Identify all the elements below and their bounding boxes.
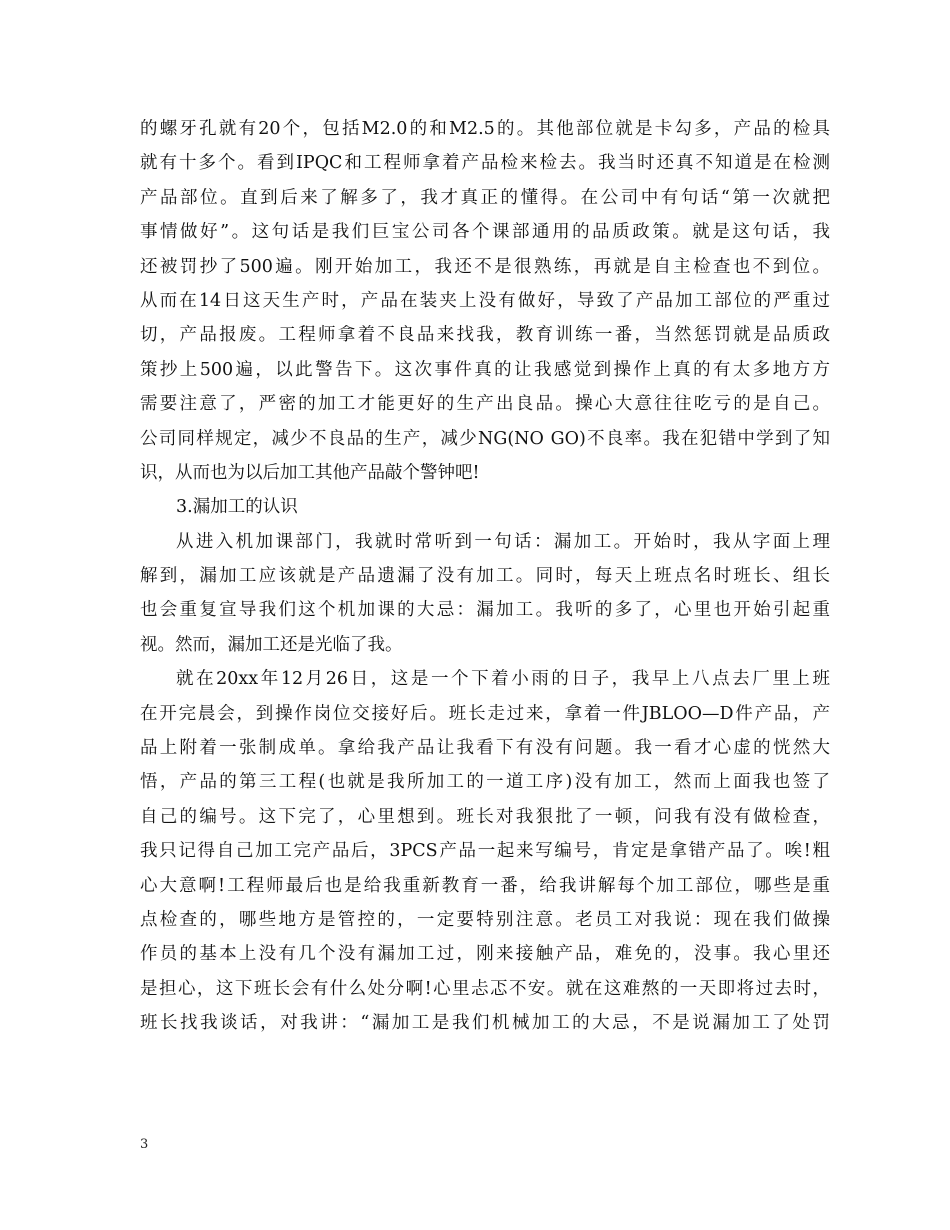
text-line: 自己的编号。这下完了，心里想到。班长对我狠批了一顿，问我有没有做检查， — [140, 806, 830, 827]
text-line: 的螺牙孔就有20个，包括M2.0的和M2.5的。其他部位就是卡勾多，产品的检具 — [140, 119, 830, 139]
text-line: 公司同样规定，减少不良品的生产，减少NG(NO GO)不良率。我在犯错中学到了知 — [140, 428, 830, 449]
text-line: 品上附着一张制成单。拿给我产品让我看下有没有问题。我一看才心虚的恍然大 — [140, 738, 830, 759]
text-line: 视。然而，漏加工还是光临了我。 — [140, 634, 403, 655]
text-line: 识，从而也为以后加工其他产品敲个警钟吧! — [140, 462, 480, 483]
text-line: 从而在14日这天生产时，产品在装夹上没有做好，导致了产品加工部位的严重过 — [140, 290, 830, 311]
body-text — [140, 112, 830, 1041]
text-line: 事情做好”。这句话是我们巨宝公司各个课部通用的品质政策。就是这句话，我 — [140, 222, 830, 243]
text-line: 心大意啊!工程师最后也是给我重新教育一番，给我讲解每个加工部位，哪些是重 — [140, 875, 830, 896]
text-line: 切，产品报废。工程师拿着不良品来找我，教育训练一番，当然惩罚就是品质政 — [140, 325, 830, 346]
text-line: 也会重复宣导我们这个机加课的大忌：漏加工。我听的多了，心里也开始引起重 — [140, 600, 830, 621]
section-heading: 3.漏加工的认识 — [176, 497, 298, 518]
text-line: 点检查的，哪些地方是管控的，一定要特别注意。老员工对我说：现在我们做操 — [140, 909, 830, 930]
text-line: 是担心，这下班长会有什么处分啊!心里忐忑不安。就在这难熬的一天即将过去时， — [140, 978, 830, 999]
text-line: 需要注意了，严密的加工才能更好的生产出良品。操心大意往往吃亏的是自己。 — [140, 394, 830, 415]
text-line: 我只记得自己加工完产品后，3PCS产品一起来写编号，肯定是拿错产品了。唉!粗 — [140, 841, 830, 862]
text-line: 作员的基本上没有几个没有漏加工过，刚来接触产品，难免的，没事。我心里还 — [140, 944, 830, 965]
text-line: 就在20xx年12月26日，这是一个下着小雨的日子，我早上八点去厂里上班 — [176, 669, 830, 690]
text-line: 产品部位。直到后来了解多了，我才真正的懂得。在公司中有句话“第一次就把 — [140, 187, 830, 208]
text-line: 还被罚抄了500遍。刚开始加工，我还不是很熟练，再就是自主检查也不到位。 — [140, 256, 830, 277]
text-line: 在开完晨会，到操作岗位交接好后。班长走过来，拿着一件JBLOO—D件产品，产 — [140, 703, 830, 724]
text-line: 解到，漏加工应该就是产品遗漏了没有加工。同时，每天上班点名时班长、组长 — [140, 566, 830, 587]
text-line: 从进入机加课部门，我就时常听到一句话：漏加工。开始时，我从字面上理 — [176, 531, 830, 552]
text-line: 班长找我谈话，对我讲：“漏加工是我们机械加工的大忌，不是说漏加工了处罚 — [140, 1013, 830, 1034]
text-line: 悟，产品的第三工程(也就是我所加工的一道工序)没有加工，然而上面我也签了 — [140, 772, 830, 793]
text-line: 就有十多个。看到IPQC和工程师拿着产品检来检去。我当时还真不知道是在检测 — [140, 153, 830, 174]
page-number: 3 — [140, 1137, 149, 1152]
text-line: 策抄上500遍，以此警告下。这次事件真的让我感觉到操作上真的有太多地方方 — [140, 359, 830, 380]
